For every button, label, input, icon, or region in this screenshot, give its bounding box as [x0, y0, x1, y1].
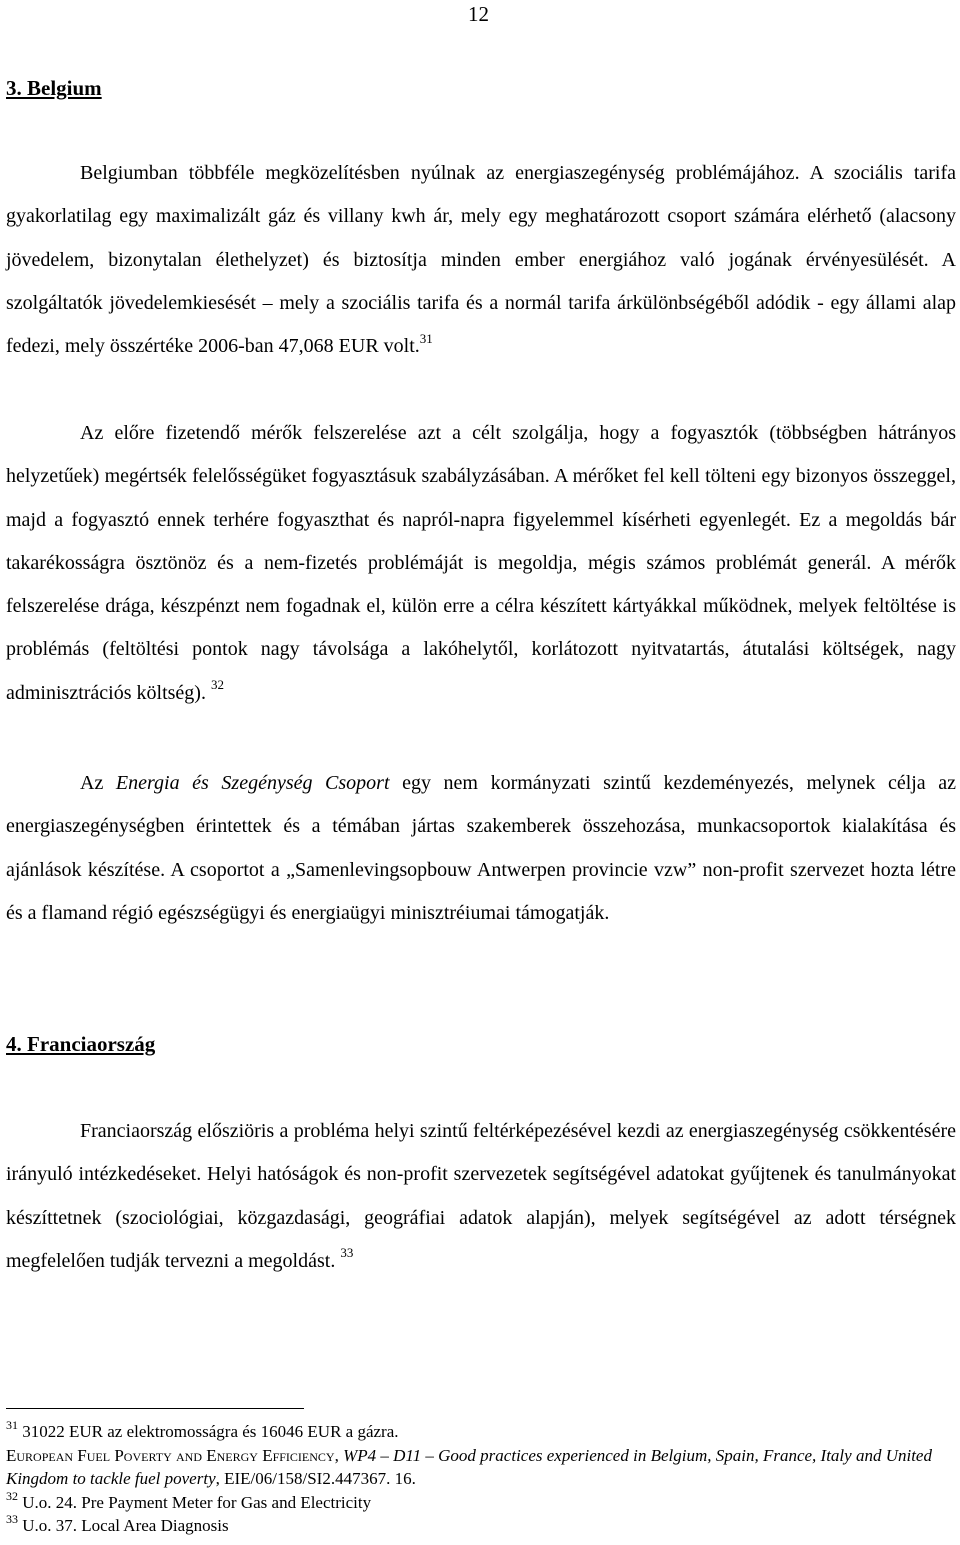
- footnote-31: [6, 1420, 956, 1444]
- footnote-text: 31022 EUR az elektromosságra és 16046 EUR a gázra.: [22, 1422, 399, 1441]
- paragraph-france: [6, 1110, 956, 1283]
- footnote-ref-33: 33: [340, 1245, 354, 1261]
- section-heading-belgium: 3. Belgium: [6, 76, 102, 100]
- page-number: 12: [468, 2, 489, 26]
- source-title: WP4 – D11 – Good practices experienced in Belgium, Spain, France, Italy and United Kingdom to tackle fuel poverty: [6, 1445, 932, 1488]
- paragraph-text: egy nem kormányzati szintű kezdeményezés, melynek célja az energiaszegénységben érintettek és a témában jártas szakemberek összehozása, munkacsoportok kialakítása és ajánlások készítése. A csoportot a „Samenlevingsopbouw Antwerpen provincie vzw” non-profit szervezet hozta létre és a flamand régió egészségügyi és energiaügyi minisztréiumai támogatják.: [6, 772, 957, 924]
- footnote-text: U.o. 37. Local Area Diagnosis: [22, 1516, 229, 1535]
- paragraph-belgium-energy-poverty-group: [6, 762, 956, 935]
- footnote-number: 31: [6, 1418, 18, 1433]
- footnote-31-source: [6, 1444, 956, 1491]
- section-heading-france: 4. Franciaország: [6, 1032, 156, 1056]
- footnotes: [6, 1420, 956, 1538]
- footnote-number: 33: [6, 1512, 18, 1527]
- group-name-italic: Energia és Szegénység Csoport: [115, 772, 390, 794]
- footnote-ref-32: 32: [210, 677, 224, 693]
- source-details: , EIE/06/158/SI2.447367. 16.: [215, 1469, 416, 1488]
- footnote-separator: [6, 1408, 304, 1409]
- footnote-33: [6, 1514, 956, 1538]
- paragraph-text: Az előre fizetendő mérők felszerelése azt a célt szolgálja, hogy a fogyasztók (többségben hátrányos helyzetűek) megértsék felelősségüket fogyasztásuk szabályzásában. A mérőket fel kell tölteni egy bizonyos összeggel, majd a fogyasztó ennek terhére fogyaszthat és napról-napra figyelemmel kísérheti egyenlegét. Ez a megoldás bár takarékosságra ösztönöz és a nem-fizetés problémáját is megoldja, mégis számos problémát generál. A mérők felszerelése drága, készpénzt nem fogadnak el, külön erre a célra készített kártyákkal működnek, melyek feltöltése is problémás (feltöltési pontok nagy távolsága a lakóhelytől, korlátozott nyitvatartás, átutalási költségek, nagy adminisztrációs költség).: [6, 422, 956, 704]
- paragraph-belgium-social-tariff: [6, 152, 956, 368]
- paragraph-belgium-prepayment-meters: [6, 412, 956, 715]
- source-author: European Fuel Poverty and Energy Efficiency,: [6, 1445, 339, 1465]
- footnote-text: U.o. 24. Pre Payment Meter for Gas and Electricity: [22, 1492, 372, 1512]
- footnote-number: 32: [6, 1488, 18, 1503]
- paragraph-text: Az: [80, 772, 116, 794]
- paragraph-text: Belgiumban többféle megközelítésben nyúlnak az energiaszegénység problémájához. A szociális tarifa gyakorlatilag egy maximalizált gáz és villany kwh ár, mely egy meghatározott csoport számára elérhető (alacsony jövedelem, bizonytalan élethelyzet) és biztosítja minden ember energiához való jogának érvényesülését. A szolgáltatók jövedelemkiesését – mely a szociális tarifa és a normál tarifa árkülönbségéből adódik - egy állami alap fedezi, mely összértéke 2006-ban 47,068 EUR volt.: [6, 162, 956, 358]
- footnote-ref-31: 31: [419, 330, 433, 346]
- paragraph-text: Franciaország elősziöris a probléma helyi szintű feltérképezésével kezdi az energiaszegénység csökkentésére irányuló intézkedéseket. Helyi hatóságok és non-profit szervezetek segítségével adatokat gyűjtenek és tanulmányokat készíttetnek (szociológiai, közgazdasági, geográfiai adatok alapján), melyek segítségével az adott térségnek megfelelően tudják tervezni a megoldást.: [6, 1120, 956, 1272]
- footnote-32: [6, 1488, 956, 1515]
